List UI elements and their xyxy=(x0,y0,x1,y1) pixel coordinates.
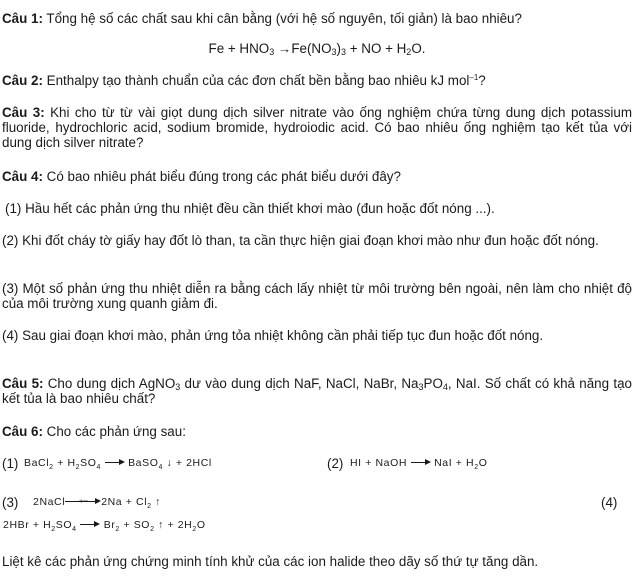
statement-1: (1) Hầu hết các phản ứng thu nhiệt đều cần thiết khơi mào (đun hoặc đốt nóng ...). xyxy=(5,201,495,216)
reaction-3: 2NaCl đpnc $2Na + Cl_2$ ↑ xyxy=(33,495,161,510)
question-2-label: Câu 2: xyxy=(2,73,43,88)
question-1-label: Câu 1: xyxy=(2,11,43,26)
reaction-4-number: (4) xyxy=(601,495,618,510)
question-5: Câu 5: Cho dung dịch AgNO$_3$ dư vào dung dịch NaF, NaCl, NaBr, $Na_3PO_4$, NaI. Số chất có khả năng tạo kết tủa là bao nhiêu chất? xyxy=(2,376,632,406)
reaction-1: BaCl$_2$ + $H_2SO_4$ BaSO$_4$ ↓ + 2HCl xyxy=(24,457,212,471)
question-1-equation: $Fe + HNO_3 \to Fe(NO_3)_3$ + NO + $H_2O$. xyxy=(208,41,426,57)
reaction-4: $2HBr + H_2SO_4$ $Br_2 + SO_2$ ↑ + $2H_2O$ xyxy=(3,519,206,533)
reaction-3-number: (3) xyxy=(2,495,19,510)
reaction-arrow: → xyxy=(274,41,292,56)
question-5-label: Câu 5: xyxy=(2,376,44,391)
reaction-arrow xyxy=(105,459,125,467)
statement-4: (4) Sau giai đoạn khơi mào, phản ứng tỏa nhiệt không cần phải tiếp tục đun hoặc đốt nóng. xyxy=(2,328,544,343)
question-6-text: Cho các phản ứng sau: xyxy=(46,424,186,439)
question-4 xyxy=(2,169,632,184)
question-6-prompt: Liệt kê các phản ứng chứng minh tính khử của các ion halide theo dãy số thứ tự tăng dần. xyxy=(2,554,539,569)
question-1-text: Tổng hệ số các chất sau khi cân bằng (với hệ số nguyên, tối giản) là bao nhiêu? xyxy=(46,11,522,26)
question-3-text: Khi cho từ từ vài giọt dung dịch silver nitrate vào ống nghiệm chứa từng dung dịch potassium fluoride, hydrochloric acid, sodium bromide, hydroiodic acid. Có bao nhiêu ống nghiệm tạo kết tủa với dung dịch silver nitrate? xyxy=(2,105,632,150)
statement-3: (3) Một số phản ứng thu nhiệt diễn ra bằng cách lấy nhiệt từ môi trường bên ngoài, nên làm cho nhiệt độ của môi trường xung quanh giảm đi. xyxy=(2,281,632,311)
question-6 xyxy=(2,424,632,439)
reaction-arrow xyxy=(65,498,101,506)
reaction-arrow xyxy=(411,459,431,467)
question-1 xyxy=(2,11,632,26)
question-4-label: Câu 4: xyxy=(2,169,43,184)
statement-2: (2) Khi đốt cháy tờ giấy hay đốt lò than, ta cần thực hiện giai đoạn khơi mào như đun hoặc đốt nóng. xyxy=(2,233,599,248)
question-2-text: Enthalpy tạo thành chuẩn của các đơn chất bền bằng bao nhiêu kJ mol xyxy=(46,73,470,88)
reaction-1-number: (1) xyxy=(2,456,19,471)
reaction-2-number: (2) xyxy=(327,456,344,471)
question-3-label: Câu 3: xyxy=(2,105,45,120)
reaction-2: HI + NaOH NaI + $H_2O$ xyxy=(350,457,488,471)
question-6-label: Câu 6: xyxy=(2,424,43,439)
reaction-arrow xyxy=(80,521,100,529)
question-3 xyxy=(2,105,632,150)
question-4-text: Có bao nhiêu phát biểu đúng trong các phát biểu dưới đây? xyxy=(46,169,401,184)
question-2: Câu 2: Enthalpy tạo thành chuẩn của các đơn chất bền bằng bao nhiêu kJ mol$^{-1}$? xyxy=(2,73,486,88)
electrolysis-condition: đpnc xyxy=(79,498,88,504)
